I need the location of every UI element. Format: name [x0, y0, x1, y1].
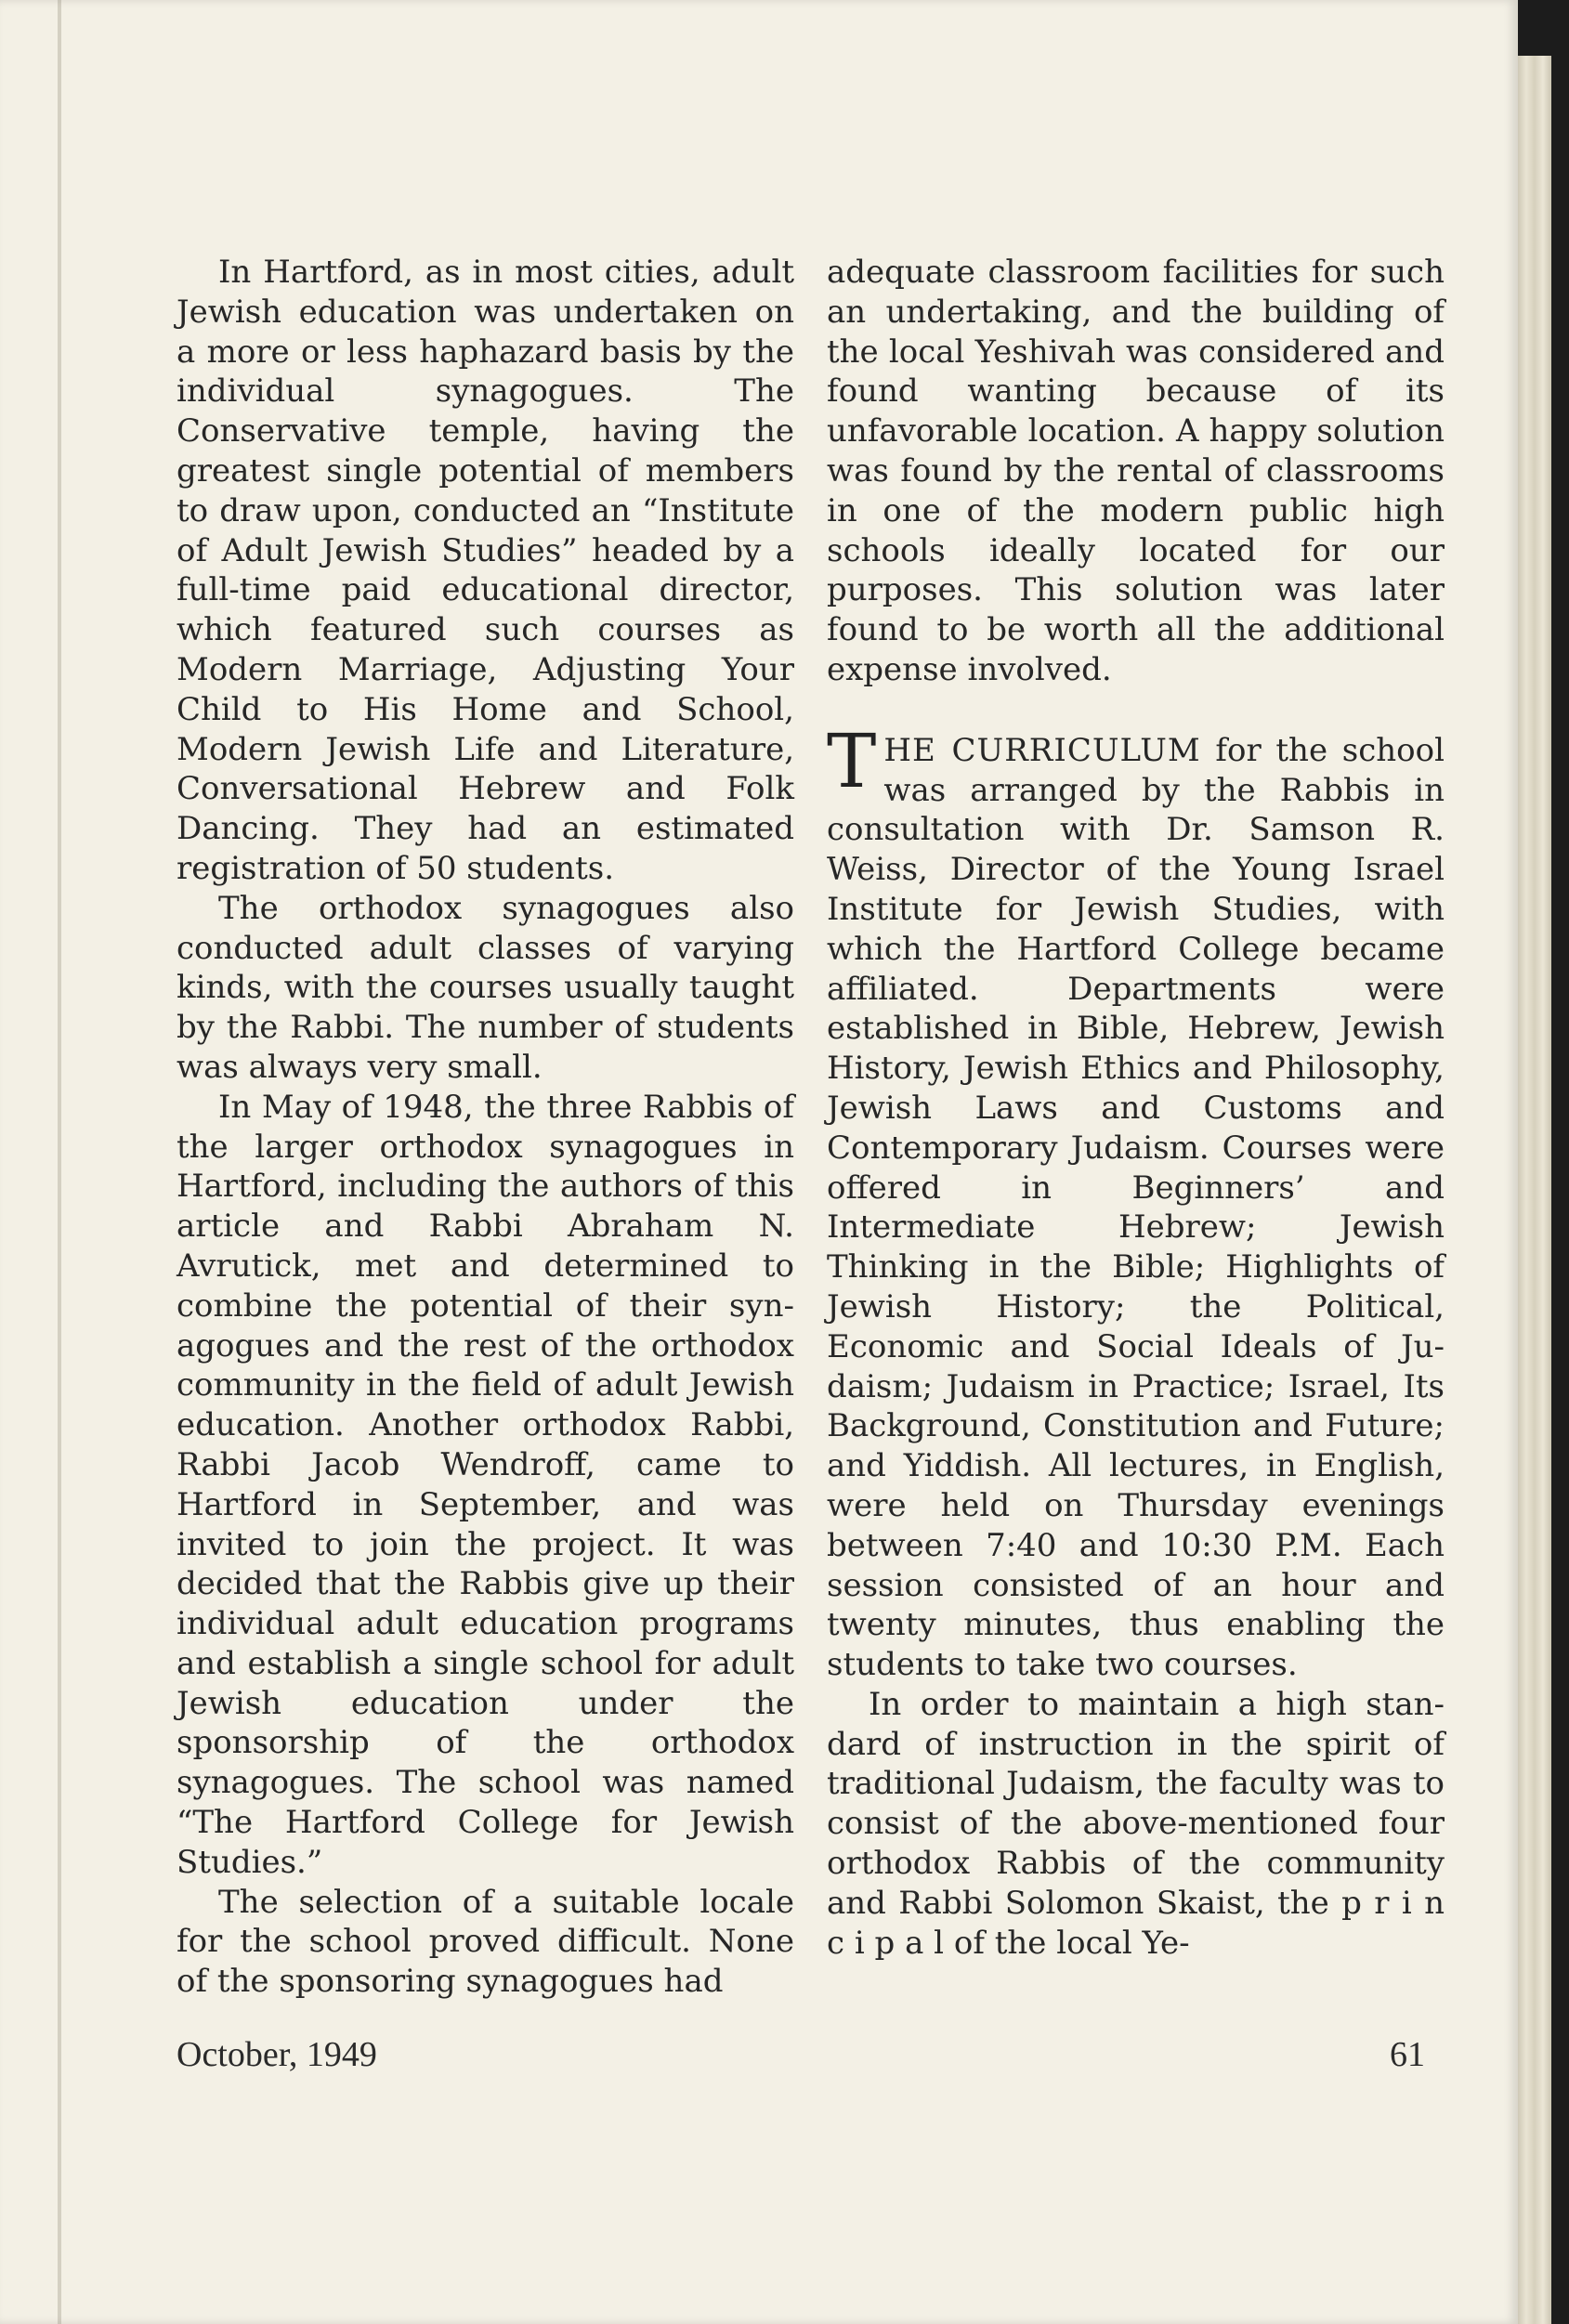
spine-shadow — [58, 0, 61, 2324]
left-column — [177, 253, 794, 2002]
right-paragraph-1: adequate classroom facilities for such an undertaking, and the building of the local Yeshivah was considered and found wanting because of its unfavorable location. A happy solution was found by the rental of classrooms in one of the modern public high schools ideally located for our purposes. This solution was later found to be worth all the additional expense involved. — [827, 254, 1445, 688]
book-page-edges — [1518, 56, 1551, 2324]
issue-date: October, 1949 — [177, 2035, 377, 2074]
right-paragraph-3: In order to maintain a high standard of instruction in the spirit of traditional Judaism, the faculty was to consist of the above-mentioned four orthodox Rabbis of the community and Rabbi Solomon Skaist, the p r i n c i p a l of the local Ye- — [827, 1685, 1445, 1962]
drop-cap: T — [827, 717, 877, 804]
left-paragraph-4: The selection of a suitable locale for the school proved difficult. None of the sponsoring synagogues had — [177, 1883, 794, 2001]
right-paragraph-2-body: for the school was arranged by the Rabbis in consultation with Dr. Samson R. Weiss, Director of the Young Israel Institute for Jewish Studies, with which the Hartford College became affiliated. Departments were established in Bible, Hebrew, Jewish History, Jewish Ethics and Philosophy, Jewish Laws and Customs and Contemporary Judaism. Courses were offered in Beginners’ and Intermediate Hebrew; Jewish Thinking in the Bible; Highlights of Jewish History; the Political, Economic and Social Ideals of Judaism; Judaism in Practice; Israel, Its Background, Constitution and Future; and Yiddish. All lectures, in English, were held on Thursday evenings between 7:40 and 10:30 P.M. Each session consisted of an hour and twenty minutes, thus enabling the students to take two courses. — [827, 731, 1445, 1684]
left-paragraph-1: In Hartford, as in most cities, adult Jewish education was undertaken on a more or less haphazard basis by the individual synagogues. The Conservative temple, having the greatest single potential of members to draw upon, conducted an “Institute of Adult Jewish Studies” headed by a full-time paid educational director, which featured such courses as Modern Marriage, Adjusting Your Child to His Home and School, Modern Jewish Life and Literature, Conversational Hebrew and Folk Dancing. They had an estimated registration of 50 students. — [177, 254, 794, 887]
section-lead-in: HE CURRICULUM — [883, 731, 1201, 769]
left-paragraph-2: The orthodox synagogues also conducted adult classes of varying kinds, with the courses usually taught by the Rabbi. The number of students was always very small. — [177, 889, 794, 1086]
right-column — [827, 253, 1445, 1963]
left-paragraph-3: In May of 1948, the three Rabbis of the larger orthodox synagogues in Hartford, including the authors of this article and Rabbi Abraham N. Avrutick, met and determined to combine the potential of their synagogues and the rest of the orthodox community in the field of adult Jewish education. Another orthodox Rabbi, Rabbi Jacob Wendroff, came to Hartford in September, and was invited to join the project. It was decided that the Rabbis give up their individual adult education programs and establish a single school for adult Jewish education under the sponsorship of the orthodox synagogues. The school was named “The Hartford College for Jewish Studies.” — [177, 1088, 794, 1881]
right-paragraph-2 — [827, 717, 1445, 1685]
page-number: 61 — [1390, 2035, 1425, 2074]
